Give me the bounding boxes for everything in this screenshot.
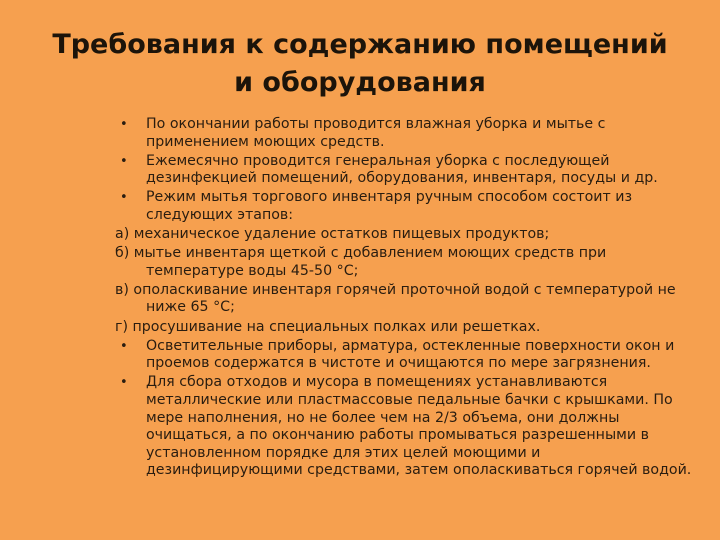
- list-item-text: Ежемесячно проводится генеральная уборка с последующей дезинфекцией помещений, оборудования, инвентаря, посуды и др.: [146, 152, 658, 187]
- bullet-icon: •: [120, 190, 128, 206]
- bullet-icon: •: [120, 338, 128, 354]
- sub-list-item: в) ополаскивание инвентаря горячей проточной водой с температурой не ниже 65 °С;: [115, 281, 676, 316]
- sub-list-item: г) просушивание на специальных полках или решетках.: [115, 318, 541, 335]
- slide-title: [0, 26, 720, 102]
- slide-body: [115, 116, 700, 480]
- slide-title-line-2: и оборудования: [234, 67, 486, 98]
- slide-title-line-1: Требования к содержанию помещений: [52, 29, 668, 60]
- list-item: [115, 116, 700, 151]
- list-item: [115, 189, 700, 224]
- list-item-text: Режим мытья торгового инвентаря ручным способом состоит из следующих этапов:: [146, 189, 633, 223]
- list-item-text: Осветительные приборы, арматура, остекленные поверхности окон и проемов содержатся в чистоте и очищаются по мере загрязнения.: [146, 337, 675, 372]
- list-item-text: Для сбора отходов и мусора в помещениях устанавливаются металлические или пластмассовые педальные бачки с крышками. По мере наполнения, но не более чем на 2/3 объема, они должны очищаться, а по окончанию работы промываться разрешенными в установленном порядке для этих целей моющими и дезинфицирующими средствами, затем ополаскиваться горячей водой.: [146, 374, 692, 479]
- list-item: [115, 338, 700, 373]
- sub-list-item: а) механическое удаление остатков пищевых продуктов;: [115, 226, 550, 243]
- list-item-text: По окончании работы проводится влажная уборка и мытье с применением моющих средств.: [146, 116, 606, 150]
- bullet-icon: •: [120, 117, 128, 132]
- bullet-icon: •: [120, 375, 128, 391]
- list-item: [115, 153, 700, 188]
- sub-list-item: б) мытье инвентаря щеткой с добавлением моющих средств при температуре воды 45-50 °С;: [115, 245, 607, 279]
- list-item: [115, 374, 700, 480]
- bullet-icon: •: [120, 153, 128, 169]
